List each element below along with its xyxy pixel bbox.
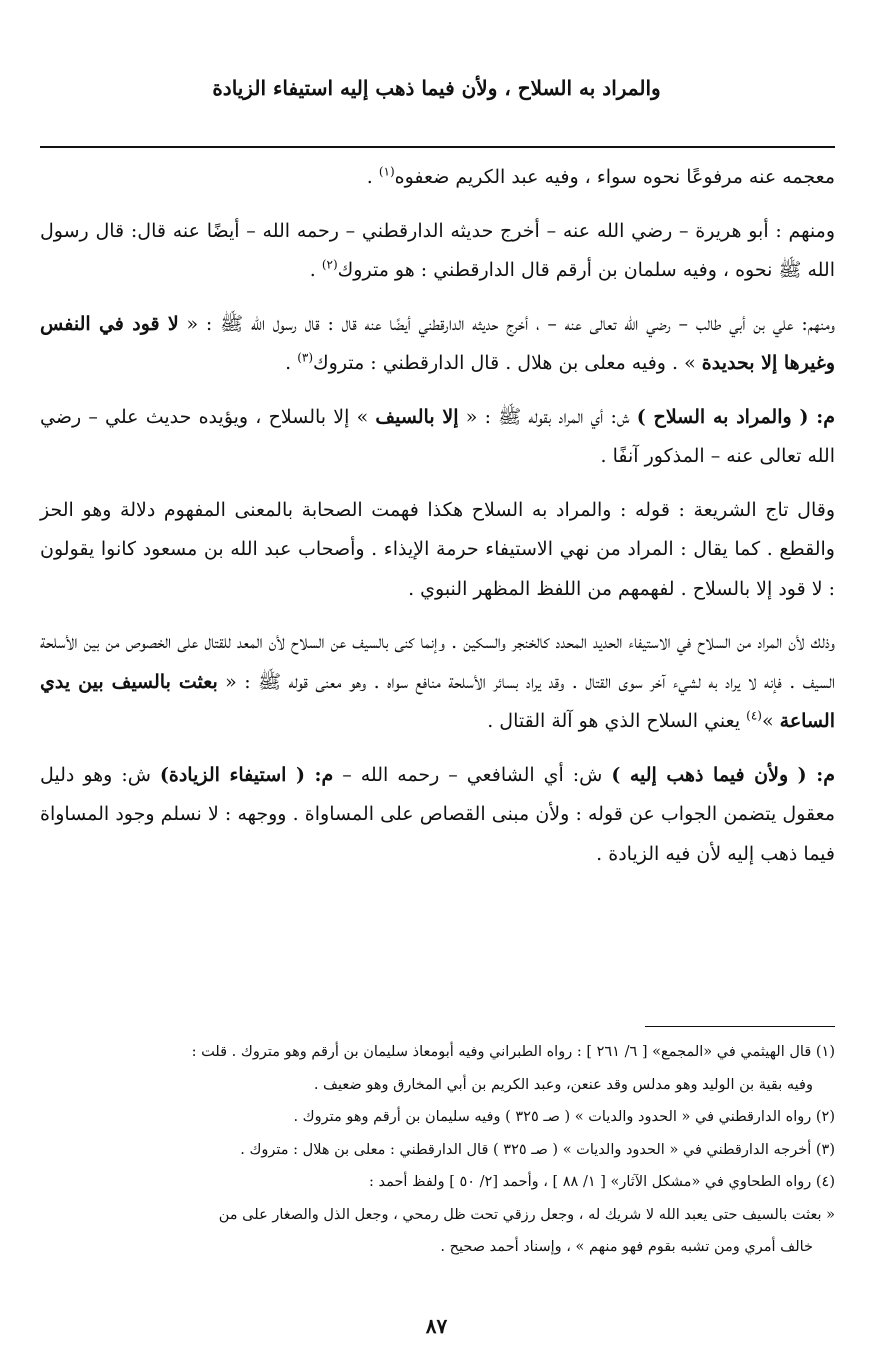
paragraph-3 (40, 305, 835, 384)
paragraph-text: يعني السلاح الذي هو آلة القتال . (487, 710, 747, 732)
paragraph-2 (40, 212, 835, 291)
matn-quote: م: ( ولأن فيما ذهب إليه ) (611, 763, 835, 786)
paragraph-text: ش: أي المراد بقوله ﷺ : « (458, 405, 637, 428)
footnote-1-continued: وفيه بقية بن الوليد وهو مدلس وقد عنعن، وعبد الكريم بن أبي المخارق وهو ضعيف . (313, 1076, 813, 1093)
paragraph-6 (40, 623, 835, 742)
footnote-divider (645, 1026, 835, 1027)
hadith-quote: إلا بالسيف (375, 405, 459, 428)
footnote-4-quote: « بعثت بالسيف حتى يعبد الله لا شريك له ، وجعل رزقي تحت ظل رمحي ، وجعل الذل والصغار على من (218, 1206, 835, 1223)
footnote-ref-3: (٣) (297, 350, 314, 365)
matn-quote: م: ( استيفاء الزيادة) (159, 763, 334, 786)
paragraph-4 (40, 398, 835, 477)
footnotes (40, 1036, 835, 1264)
running-head: والمراد به السلاح ، ولأن فيما ذهب إليه استيفاء الزيادة (212, 76, 661, 100)
paragraph-text: ومنهم : أبو هريرة – رضي الله عنه – أخرج حديثه الدارقطني – رحمه الله – أيضًا عنه قال: قال رسول الله ﷺ نحوه ، وفيه سلمان بن أرقم قال الدارقطني : هو متروك (40, 219, 835, 281)
page-number: ٨٧ (425, 1314, 448, 1338)
footnote-2: (٢) رواه الدارقطني في « الحدود والديات » ( صـ ٣٢٥ ) وفيه سليمان بن أرقم وهو متروك . (293, 1109, 835, 1125)
paragraph-text: وقال تاج الشريعة : قوله : والمراد به السلاح هكذا فهمت الصحابة بالمعنى المفهوم دلالة وهو الحز والقطع . كما يقال : المراد من نهي الاستيفاء حرمة الإيذاء . وأصحاب عبد الله بن مسعود كانوا يقولون : لا قود إلا بالسلاح . لفهمهم من اللفظ المظهر النبوي . (40, 498, 835, 600)
paragraph-text: » (761, 710, 780, 732)
paragraph-text: » إلا بالسلاح ، ويؤيده حديث علي – رضي الله تعالى عنه – المذكور آنفًا . (40, 405, 835, 467)
hadith-quote: بعثت بالسيف بين يدي الساعة (40, 670, 835, 732)
matn-quote: م: ( والمراد به السلاح ) (636, 405, 835, 428)
footnote-1: (١) قال الهيثمي في «المجمع» [ ٦/ ٢٦١ ] : رواه الطبراني وفيه أبومعاذ سليمان بن أرقم وهو متروك . قلت : (191, 1044, 835, 1060)
paragraph-text: معجمه عنه مرفوعًا نحوه سواء ، وفيه عبد الكريم ضعفوه (394, 166, 835, 188)
footnote-4: (٤) رواه الطحاوي في «مشكل الآثار» [ ١/ ٨٨ ] ، وأحمد [٢/ ٥٠ ] ولفظ أحمد : (368, 1174, 835, 1190)
footnote-ref-1: (١) (378, 164, 395, 179)
footnote-3: (٣) أخرجه الدارقطني في « الحدود والديات » ( صـ ٣٢٥ ) قال الدارقطني : معلى بن هلال : متروك . (240, 1141, 835, 1158)
paragraph-text: وذلك لأن المراد من السلاح في الاستيفاء الحديد المحدد كالخنجر والسكين . وإنما كنى بالسيف عن السلاح لأن المعد للقتال على الخصوص من بين الأسلحة السيف . فإنه لا يراد به لشيء آخر سوى القتال . وقد يراد بسائر الأسلحة منافع سواه . وهو معنى قوله ﷺ : « (40, 631, 835, 693)
hadith-quote: لا قود في النفس وغيرها إلا بحديدة (40, 312, 835, 374)
paragraph-text: ومنهم: علي بن أبي طالب – رضي الله تعالى عنه – ، أخرج حديثه الدارقطني أيضًا عنه قال : قال رسول الله ﷺ : « (178, 312, 836, 335)
paragraph-end: . (366, 166, 379, 188)
footnote-4-continued: خالف أمري ومن تشبه بقوم فهو منهم » ، وإسناد أحمد صحيح . (440, 1239, 813, 1255)
footnote-ref-2: (٢) (321, 257, 338, 272)
paragraph-5 (40, 491, 835, 610)
paragraph-1 (40, 158, 835, 198)
main-text (40, 158, 835, 888)
paragraph-text: ش: وهو دليل معقول يتضمن الجواب عن قوله : ولأن مبنى القصاص على المساواة . ووجهه : لا نسلم وجود المساواة فيما ذهب إليه لأن فيه الزيادة . (40, 763, 835, 865)
paragraph-text: ش: أي الشافعي – رحمه الله – (333, 763, 612, 786)
footnote-ref-4: (٤) (746, 708, 762, 723)
paragraph-text: » . وفيه معلى بن هلال . قال الدارقطني : متروك (313, 352, 702, 374)
paragraph-7 (40, 756, 835, 875)
paragraph-end: . (285, 352, 298, 374)
header-divider (40, 146, 835, 148)
paragraph-end: . (309, 259, 322, 281)
